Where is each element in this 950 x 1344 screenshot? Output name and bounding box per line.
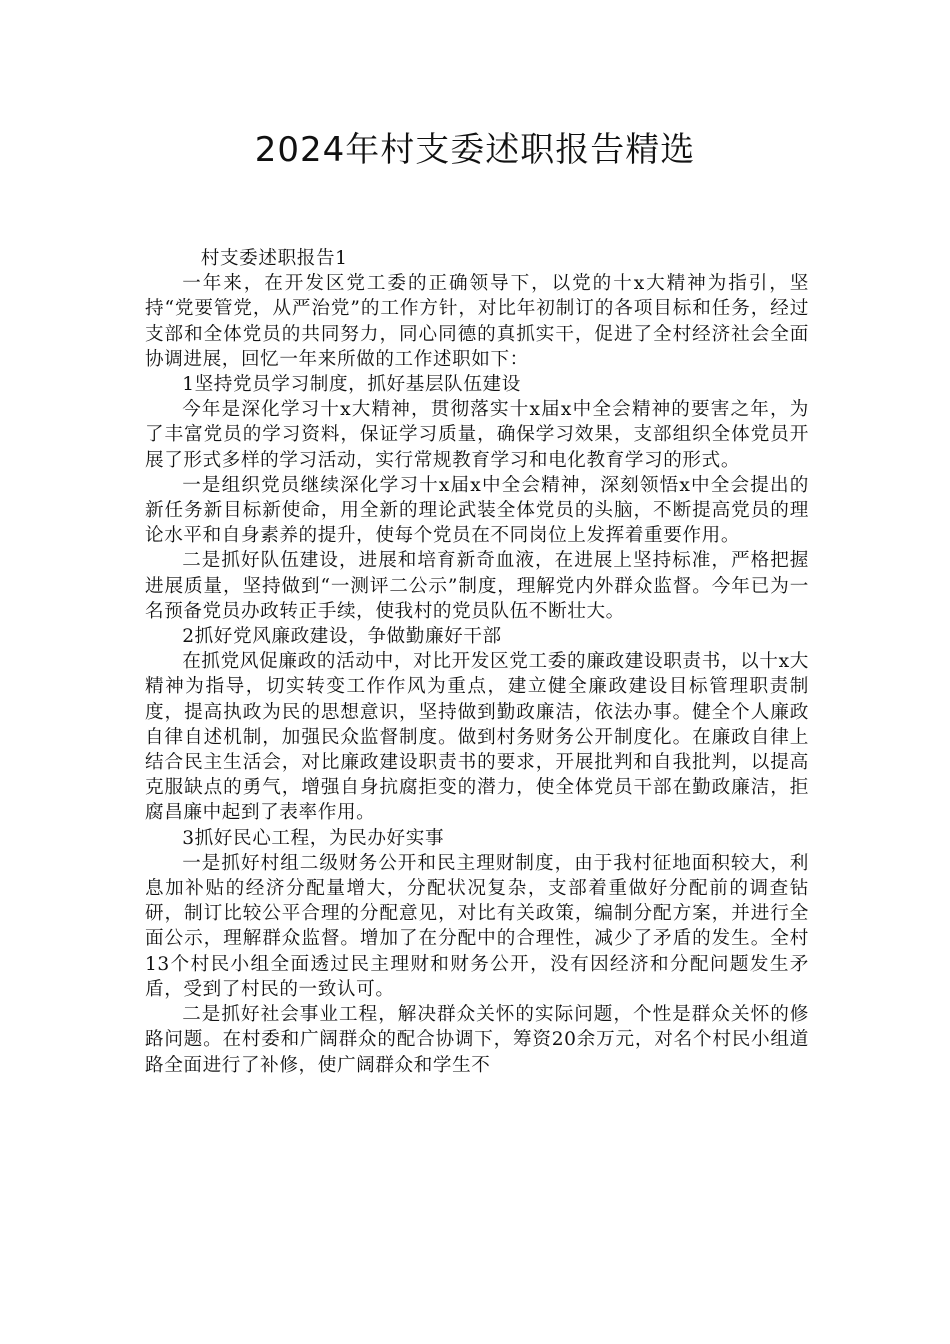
paragraph-organize-study: 一是组织党员继续深化学习十x届x中全会精神，深刻领悟x中全会提出的新任务新目标新使命，用全新的理论武装全体党员的头脑，不断提高党员的理论水平和自身素养的提升，使每个党员在不同岗位上发挥着重要作用。 [145, 474, 809, 547]
document-title: 2024年村支委述职报告精选 [254, 130, 696, 170]
paragraph-team-building: 二是抓好队伍建设，进展和培育新奇血液，在进展上坚持标准，严格把握进展质量，坚持做到“一测评二公示”制度，理解党内外群众监督。今年已为一名预备党员办政转正手续，使我村的党员队伍不断壮大。 [145, 550, 809, 622]
section-heading-2: 2抓好党风廉政建设，争做勤廉好干部 [182, 626, 502, 648]
paragraph-integrity: 在抓党风促廉政的活动中，对比开发区党工委的廉政建设职责书，以十x大精神为指导，切实转变工作作风为重点，建立健全廉政建设目标管理职责制度，提高执政为民的思想意识，坚持做到勤政廉洁，依法办事。健全个人廉政自律自述机制，加强民众监督制度。做到村务财务公开制度化。在廉政自律上结合民主生活会，对比廉政建设职责书的要求，开展批判和自我批判，以提高克服缺点的勇气，增强自身抗腐拒变的潜力，使全体党员干部在勤政廉洁，拒腐昌廉中起到了表率作用。 [145, 651, 809, 824]
section-heading-3: 3抓好民心工程，为民办好实事 [182, 827, 445, 849]
document-body [145, 246, 809, 1078]
report-label: 村支委述职报告1 [200, 248, 348, 269]
section-heading-1: 1坚持党员学习制度，抓好基层队伍建设 [182, 374, 521, 396]
paragraph-roads: 二是抓好社会事业工程，解决群众关怀的实际问题，个性是群众关怀的修路问题。在村委和广阔群众的配合协调下，筹资20余万元，对名个村民小组道路全面进行了补修，使广阔群众和学生不 [145, 1004, 809, 1076]
paragraph-study: 今年是深化学习十x大精神，贯彻落实十x届x中全会精神的要害之年，为了丰富党员的学习资料，保证学习质量，确保学习效果，支部组织全体党员开展了形式多样的学习活动，实行常规教育学习和电化教育学习的形式。 [145, 399, 809, 471]
paragraph-finance: 一是抓好村组二级财务公开和民主理财制度，由于我村征地面积较大，利息加补贴的经济分配量增大，分配状况复杂，支部着重做好分配前的调查钻研，制订比较公平合理的分配意见，对比有关政策，编制分配方案，并进行全面公示，理解群众监督。增加了在分配中的合理性，减少了矛盾的发生。全村13个村民小组全面透过民主理财和财务公开，没有因经济和分配问题发生矛盾，受到了村民的一致认可。 [145, 852, 809, 1000]
paragraph-intro: 一年来，在开发区党工委的正确领导下，以党的十x大精神为指引，坚持“党要管党，从严治党”的工作方针，对比年初制订的各项目标和任务，经过支部和全体党员的共同努力，同心同德的真抓实干，促进了全村经济社会全面协调进展，回忆一年来所做的工作述职如下： [145, 273, 809, 370]
